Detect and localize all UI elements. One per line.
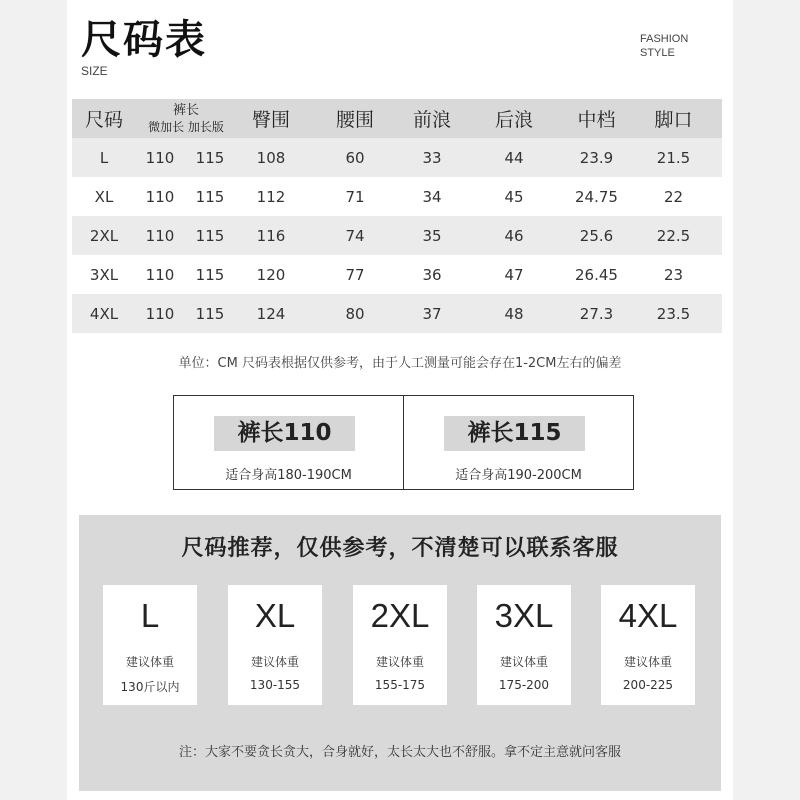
card-weight: 175-200 xyxy=(498,678,550,692)
cell-hip: 120 xyxy=(256,265,286,284)
cell-size: 4XL xyxy=(89,304,119,323)
card-label: 建议体重 xyxy=(623,655,672,669)
cell-back-rise: 46 xyxy=(504,226,524,245)
cell-size: L xyxy=(99,148,109,167)
brand-text xyxy=(640,32,688,60)
length-fit: 适合身高190-200CM xyxy=(455,468,582,483)
cell-back-rise: 44 xyxy=(504,148,524,167)
table-header-row xyxy=(72,99,722,138)
size-card-3xl xyxy=(477,585,571,705)
cell-waist: 77 xyxy=(345,265,365,284)
cell-pants-2: 115 xyxy=(195,265,225,284)
header-size: 尺码 xyxy=(84,109,123,131)
table-row xyxy=(72,294,722,333)
cell-hem: 23 xyxy=(663,265,684,284)
card-size: 2XL xyxy=(370,597,430,634)
cell-front-rise: 37 xyxy=(422,304,442,323)
cell-waist: 60 xyxy=(345,148,365,167)
card-weight: 130斤以内 xyxy=(120,680,180,694)
cell-thigh: 25.6 xyxy=(579,226,614,245)
brand-line-2: STYLE xyxy=(640,47,675,59)
cell-pants-1: 110 xyxy=(145,226,175,245)
cell-pants-1: 110 xyxy=(145,304,175,323)
card-size: 4XL xyxy=(618,597,678,634)
cell-thigh: 27.3 xyxy=(579,304,614,323)
card-label: 建议体重 xyxy=(375,655,424,669)
header-waist: 腰围 xyxy=(335,109,374,131)
size-card-xl xyxy=(228,585,322,705)
cell-pants-1: 110 xyxy=(145,148,175,167)
size-card-2xl xyxy=(353,585,447,705)
cell-back-rise: 47 xyxy=(504,265,524,284)
header-front-rise: 前浪 xyxy=(412,109,451,131)
brand-line-1: FASHION xyxy=(640,33,689,45)
cell-thigh: 24.75 xyxy=(575,187,618,206)
card-label: 建议体重 xyxy=(125,655,174,669)
recommendation-note: 注：大家不要贪长贪大，合身就好，太长太大也不舒服。拿不定主意就问客服 xyxy=(178,745,621,760)
page-title: 尺码表 xyxy=(81,17,207,63)
cell-hip: 116 xyxy=(256,226,286,245)
card-weight: 130-155 xyxy=(249,678,301,692)
cell-waist: 80 xyxy=(345,304,365,323)
header-back-rise: 后浪 xyxy=(494,109,533,131)
cell-waist: 71 xyxy=(345,187,365,206)
cell-pants-2: 115 xyxy=(195,187,225,206)
cell-pants-1: 110 xyxy=(145,265,175,284)
cell-hem: 23.5 xyxy=(656,304,691,323)
cell-hem: 22 xyxy=(663,187,684,206)
cell-pants-1: 110 xyxy=(145,187,175,206)
length-tag: 裤长115 xyxy=(444,416,585,451)
header-hem: 脚口 xyxy=(654,109,693,131)
size-card-4xl xyxy=(601,585,695,705)
header-hip: 臀围 xyxy=(251,109,290,131)
cell-back-rise: 45 xyxy=(504,187,524,206)
cell-hip: 124 xyxy=(256,304,286,323)
table-row xyxy=(72,138,722,177)
size-chart-page xyxy=(67,0,733,800)
length-box-115 xyxy=(403,395,634,490)
cell-hip: 108 xyxy=(256,148,286,167)
page-subtitle: SIZE xyxy=(81,64,108,78)
cell-pants-2: 115 xyxy=(195,226,225,245)
card-label: 建议体重 xyxy=(499,655,548,669)
cell-thigh: 23.9 xyxy=(579,148,614,167)
table-row xyxy=(72,216,722,255)
cell-front-rise: 33 xyxy=(422,148,442,167)
cell-hip: 112 xyxy=(256,187,286,206)
cell-size: 3XL xyxy=(89,265,119,284)
card-size: L xyxy=(140,597,160,634)
cell-size: XL xyxy=(94,187,114,206)
card-size: XL xyxy=(254,597,296,634)
size-table xyxy=(72,99,722,333)
header-thigh: 中档 xyxy=(577,109,616,131)
cell-front-rise: 35 xyxy=(422,226,442,245)
card-weight: 200-225 xyxy=(622,678,674,692)
table-row xyxy=(72,255,722,294)
table-row xyxy=(72,177,722,216)
card-size: 3XL xyxy=(494,597,554,634)
card-label: 建议体重 xyxy=(250,655,299,669)
cell-front-rise: 34 xyxy=(422,187,442,206)
size-card-l xyxy=(103,585,197,705)
length-fit: 适合身高180-190CM xyxy=(225,468,352,483)
cell-size: 2XL xyxy=(89,226,119,245)
card-weight: 155-175 xyxy=(374,678,426,692)
header-pants-sub xyxy=(136,119,236,135)
length-tag: 裤长110 xyxy=(214,416,355,451)
header-pants-sub1: 微加长 xyxy=(148,119,185,134)
length-box-110 xyxy=(173,395,404,490)
header-pants-sub2: 加长版 xyxy=(187,119,224,134)
cell-pants-2: 115 xyxy=(195,148,225,167)
cell-pants-2: 115 xyxy=(195,304,225,323)
cell-hem: 21.5 xyxy=(656,148,691,167)
header-pants: 裤长 xyxy=(172,102,199,118)
cell-hem: 22.5 xyxy=(656,226,691,245)
cell-front-rise: 36 xyxy=(422,265,442,284)
cell-waist: 74 xyxy=(345,226,365,245)
measurement-note: 单位：CM 尺码表根据仅供参考，由于人工测量可能会存在1-2CM左右的偏差 xyxy=(178,356,622,371)
size-recommendation xyxy=(79,515,721,791)
header-pants-length xyxy=(136,103,236,135)
recommendation-title: 尺码推荐，仅供参考，不清楚可以联系客服 xyxy=(181,536,619,561)
cell-thigh: 26.45 xyxy=(575,265,618,284)
cell-back-rise: 48 xyxy=(504,304,524,323)
